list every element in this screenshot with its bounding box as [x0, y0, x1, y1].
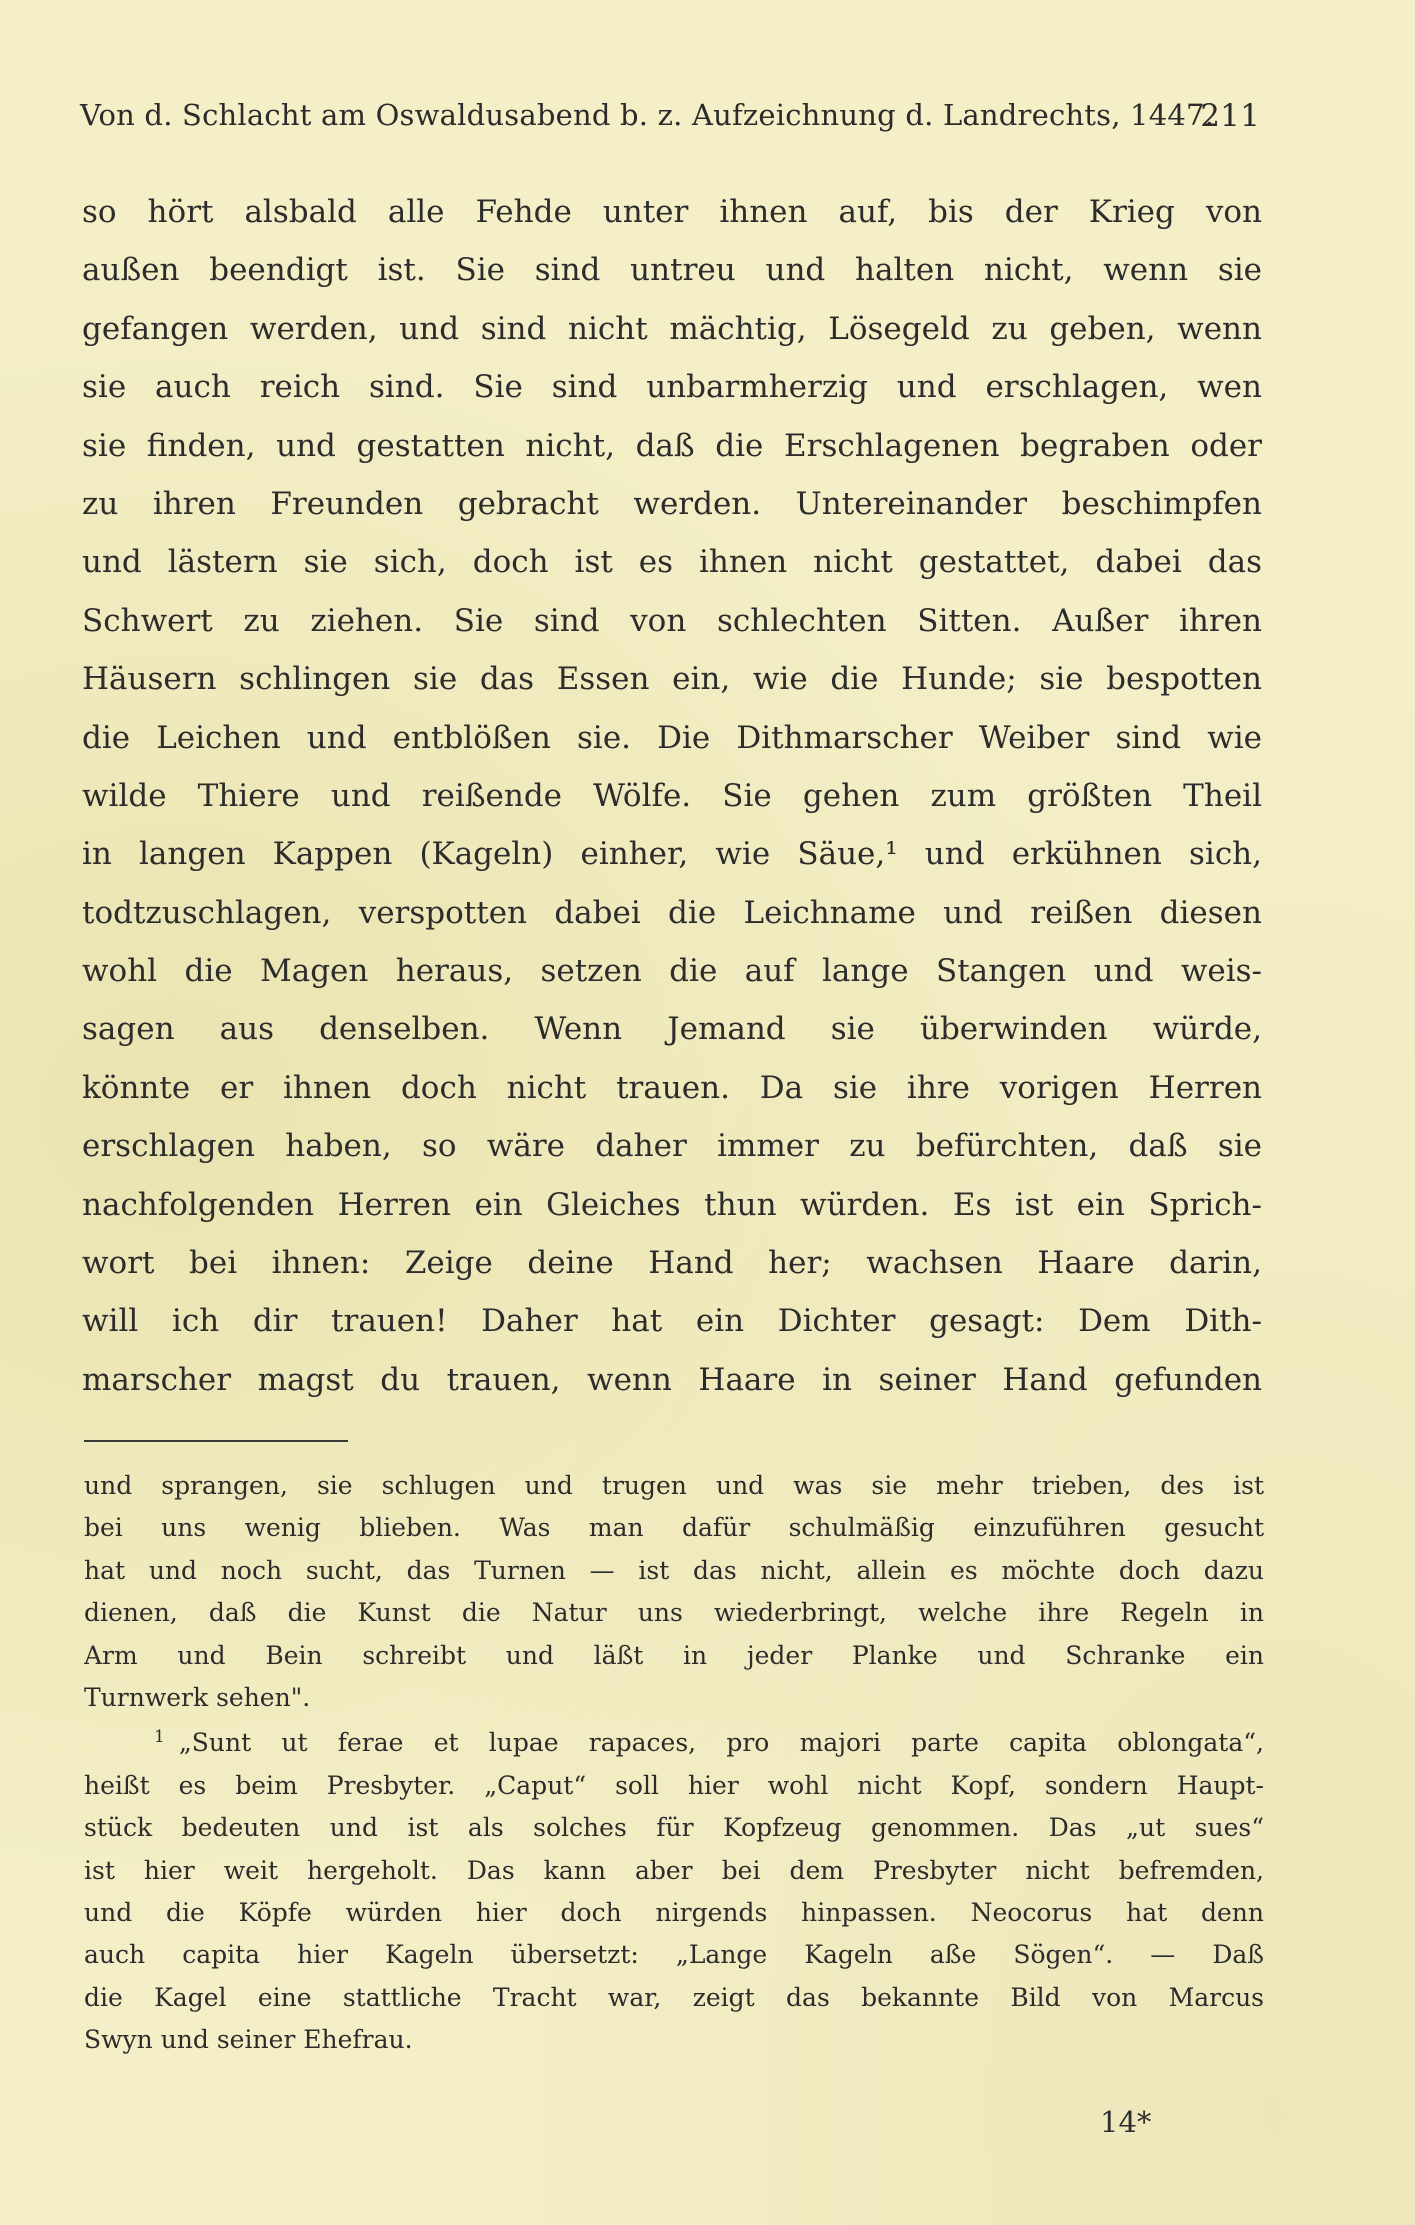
main-text-block	[82, 183, 1262, 1409]
text-line: Schwert zu ziehen. Sie sind von schlechten Sitten. Außer ihren	[82, 602, 1262, 639]
text-line: sie auch reich sind. Sie sind unbarmherzig und erschlagen, wen	[82, 369, 1262, 406]
text-line: wohl die Magen heraus, setzen die auf lange Stangen und weis-	[82, 953, 1262, 990]
footnote-line: stück bedeuten und ist als solches für Kopfzeug genommen. Das „ut sues“	[84, 1813, 1264, 1843]
footnote-line: und sprangen, sie schlugen und trugen und was sie mehr trieben, des ist	[84, 1471, 1264, 1500]
footnote-line: hat und noch sucht, das Turnen — ist das nicht, allein es möchte doch dazu	[84, 1555, 1264, 1585]
running-head	[80, 98, 1260, 132]
running-title: Von d. Schlacht am Oswaldusabend b. z. Aufzeichnung d. Landrechts, 1447.	[80, 98, 1215, 132]
text-line: will ich dir trauen! Daher hat ein Dichter gesagt: Dem Dith-	[82, 1303, 1262, 1340]
footnote-line: und die Köpfe würden hier doch nirgends hinpassen. Neocorus hat denn	[84, 1897, 1264, 1927]
text-line: so hört alsbald alle Fehde unter ihnen auf, bis der Krieg von	[82, 194, 1262, 230]
text-line: die Leichen und entblößen sie. Die Dithmarscher Weiber sind wie	[82, 719, 1262, 756]
text-line: marscher magst du trauen, wenn Haare in seiner Hand gefunden	[82, 1361, 1262, 1398]
page-number: 211	[1200, 98, 1260, 134]
footnote-line: Turnwerk sehen".	[84, 1682, 311, 1712]
footnote-marker: 1	[154, 1727, 165, 1748]
footnote-line: ist hier weit hergeholt. Das kann aber bei dem Presbyter nicht befremden,	[84, 1855, 1264, 1885]
text-line: sagen aus denselben. Wenn Jemand sie überwinden würde,	[82, 1011, 1262, 1048]
footnote-line: die Kagel eine stattliche Tracht war, zeigt das bekannte Bild von Marcus	[84, 1982, 1264, 2012]
text-line: todtzuschlagen, verspotten dabei die Leichname und reißen diesen	[82, 894, 1262, 931]
footnote-line-text: „Sunt ut ferae et lupae rapaces, pro majori parte capita oblongata“,	[178, 1728, 1264, 1758]
signature-mark: 14*	[1100, 2105, 1152, 2139]
text-line: erschlagen haben, so wäre daher immer zu befürchten, daß sie	[82, 1128, 1262, 1165]
text-line: in langen Kappen (Kageln) einher, wie Säue,¹ und erkühnen sich,	[82, 836, 1262, 873]
footnote-line: auch capita hier Kageln übersetzt: „Lange Kageln aße Sögen“. — Daß	[84, 1940, 1264, 1970]
text-line: wort bei ihnen: Zeige deine Hand her; wachsen Haare darin,	[82, 1245, 1262, 1282]
text-line: wilde Thiere und reißende Wölfe. Sie gehen zum größten Theil	[82, 777, 1262, 814]
text-line: nachfolgenden Herren ein Gleiches thun würden. Es ist ein Sprich-	[82, 1186, 1262, 1223]
footnote-line: Arm und Bein schreibt und läßt in jeder Planke und Schranke ein	[84, 1640, 1264, 1670]
footnote-1-first-line	[84, 1722, 1264, 1764]
text-line: Häusern schlingen sie das Essen ein, wie die Hunde; sie bespotten	[82, 661, 1262, 698]
footnote-line: dienen, daß die Kunst die Natur uns wiederbringt, welche ihre Regeln in	[84, 1598, 1264, 1628]
footnotes-block	[84, 1465, 1264, 2061]
text-line: zu ihren Freunden gebracht werden. Untereinander beschimpfen	[82, 485, 1262, 522]
footnote-line: Swyn und seiner Ehefrau.	[84, 2025, 413, 2055]
text-line: und lästern sie sich, doch ist es ihnen nicht gestattet, dabei das	[82, 544, 1262, 581]
footnote-separator-rule	[84, 1440, 348, 1442]
text-line: außen beendigt ist. Sie sind untreu und halten nicht, wenn sie	[82, 252, 1262, 289]
text-line: gefangen werden, und sind nicht mächtig, Lösegeld zu geben, wenn	[82, 310, 1262, 347]
text-line: könnte er ihnen doch nicht trauen. Da sie ihre vorigen Herren	[82, 1069, 1262, 1106]
footnote-line: bei uns wenig blieben. Was man dafür schulmäßig einzuführen gesucht	[84, 1513, 1264, 1543]
footnote-line: heißt es beim Presbyter. „Caput“ soll hier wohl nicht Kopf, sondern Haupt-	[84, 1770, 1264, 1800]
text-line: sie finden, und gestatten nicht, daß die Erschlagenen begraben oder	[82, 427, 1262, 464]
